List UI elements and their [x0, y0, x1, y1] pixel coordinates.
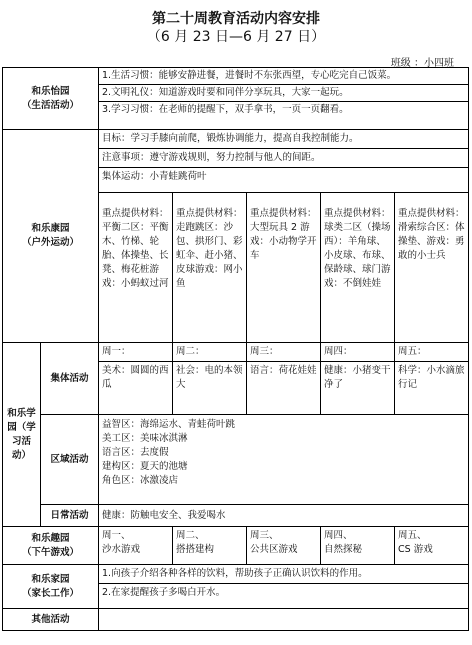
outdoor-notes: 注意事项：遵守游戏规则，努力控制与他人的间距。 [99, 149, 468, 168]
study-areas [99, 415, 469, 505]
other-content [99, 609, 469, 631]
study-group-day: 周二： 社会：电的本领大 [173, 343, 247, 415]
life-item: 2.文明礼仪：知道游戏时要和同伴分享玩具，大家一起玩。 [99, 85, 468, 102]
other-label: 其他活动 [3, 609, 99, 631]
outdoor-label: 和乐康园 （户外运动） [3, 130, 99, 343]
study-group-day: 周五： 科学：小水滴旅行记 [395, 343, 469, 415]
outdoor-day: 重点提供材料：平衡二区：平衡木、竹梯、轮胎、体操垫、长凳、梅花桩游戏：小蚂蚁过河 [99, 193, 173, 343]
study-group-day: 周一： 美术：圆圆的西瓜 [99, 343, 173, 415]
study-group-day: 周四： 健康：小猪变干净了 [321, 343, 395, 415]
home-item: 2.在家提醒孩子多喝白开水。 [102, 587, 226, 598]
life-label: 和乐怡园 （生活活动） [3, 68, 99, 130]
class-label: 班级 ：小四班 [390, 58, 454, 69]
date-range: （6 月 23 日—6 月 27 日） [146, 29, 326, 45]
area-item: 美工区：美味冰淇淋 [102, 433, 188, 444]
life-items [99, 68, 469, 130]
outdoor-day: 重点提供材料：大型玩具 2 游戏：小动物学开车 [247, 193, 321, 343]
outdoor-intro [99, 130, 469, 193]
outdoor-goal: 目标：学习手膝向前爬，锻炼协调能力，提高自我控制能力。 [99, 130, 468, 149]
outdoor-day: 重点提供材料：滑索综合区：体操垫、游戏：勇敢的小士兵 [395, 193, 469, 343]
schedule-table [2, 67, 469, 631]
home-label: 和乐家园 （家长工作） [3, 565, 99, 609]
play-day: 周三、 公共区游戏 [247, 527, 321, 565]
play-day: 周五、 CS 游戏 [395, 527, 469, 565]
study-daily: 健康：防触电安全、我爱喝水 [99, 505, 469, 527]
study-group-day: 周三： 语言：荷花娃娃 [247, 343, 321, 415]
study-daily-label: 日常活动 [41, 505, 99, 527]
outdoor-day: 重点提供材料：球类二区（操场西）：羊角球、小皮球、布球、保龄球、球门游戏：不倒娃娃 [321, 193, 395, 343]
life-item: 3.学习习惯：在老师的提醒下，双手拿书，一页一页翻看。 [102, 104, 349, 115]
area-item: 语言区：去度假 [102, 447, 169, 458]
play-label: 和乐趣园 （下午游戏） [3, 527, 99, 565]
play-day: 周一、 沙水游戏 [99, 527, 173, 565]
play-day: 周二、 搭搭建构 [173, 527, 247, 565]
page-title: 第二十周教育活动内容安排 [152, 11, 320, 27]
area-item: 益智区：海绵运水、青蛙荷叶跳 [102, 419, 236, 430]
area-item: 角色区：冰激凌店 [102, 475, 179, 486]
life-item: 1.生活习惯：能够安静进餐，进餐时不东张西望，专心吃完自己饭菜。 [99, 68, 468, 85]
home-item: 1.向孩子介绍各种各样的饮料，帮助孩子正确认识饮料的作用。 [99, 565, 468, 584]
home-items [99, 565, 469, 609]
outdoor-group: 集体运动：小青蛙跳荷叶 [102, 171, 207, 182]
area-item: 建构区：夏天的池塘 [102, 461, 188, 472]
play-day: 周四、 自然探秘 [321, 527, 395, 565]
outdoor-day: 重点提供材料：走跑跳区：沙包、拱形门、彩虹伞、赶小猪、皮球游戏：网小鱼 [173, 193, 247, 343]
study-area-label: 区域活动 [41, 415, 99, 505]
study-label: 和乐学园（学习活动） [3, 343, 41, 527]
study-group-label: 集体活动 [41, 343, 99, 415]
